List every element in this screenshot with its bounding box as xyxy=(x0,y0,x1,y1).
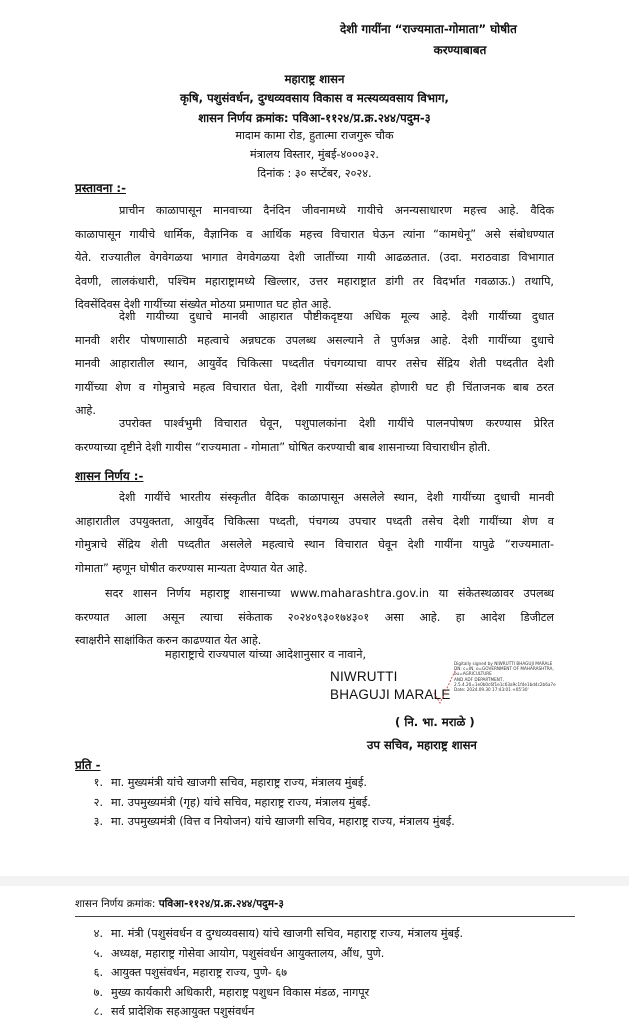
signer-name-line-1: NIWRUTTI xyxy=(330,669,398,684)
stamp-line: Digitally signed by NIWRUTTI BHAGUJI MARALE xyxy=(454,661,553,666)
list-text: मा. उपमुख्यमंत्री (गृह) यांचे सचिव, महाराष्ट्र राज्य, मंत्रालय मुंबई. xyxy=(111,795,371,809)
list-item xyxy=(75,793,575,813)
digital-signature-stamp xyxy=(430,659,580,717)
text-line: करण्याच्या दृष्टीने देशी गायीस “राज्यमाता - गोमाता” घोषित करण्याची बाब शासनाच्या विचाराधीन होती. xyxy=(75,440,491,454)
address-line-2: मंत्रालय विस्तार, मुंबई-४०००३२. xyxy=(250,148,379,161)
list-number: ८. xyxy=(93,1005,103,1018)
preamble-para-1 xyxy=(75,199,554,317)
gr-number: शासन निर्णय क्रमांक: पविआ-११२४/प्र.क्र.२४४/पदुम-३ xyxy=(198,111,431,125)
copy-list xyxy=(75,773,575,832)
page2-header xyxy=(75,897,284,911)
text-line: गोमाता” म्हणून घोषीत करण्यास मान्यता देण्यात येत आहे. xyxy=(75,561,308,575)
text-line: प्राचीन काळापासून मानवाच्या दैनंदिन जीवनामध्ये गायीचे अनन्यसाधारण महत्त्व आहे. वैदिक xyxy=(119,204,554,217)
preamble-para-3 xyxy=(75,412,554,459)
subject-line-1: देशी गायींना “राज्यमाता-गोमाता” घोषीत xyxy=(340,22,517,36)
text-line: स्वाक्षरीने साक्षांकित करुन काढण्यात येत आहे. xyxy=(75,634,262,647)
list-number: ५. xyxy=(93,946,103,960)
list-item xyxy=(75,812,575,832)
stamp-line: Date: 2024.09.30 17:43:01 +05'30' xyxy=(454,687,529,693)
page2-header-number: पविआ-११२४/प्र.क्र.२४४/पदुम-३ xyxy=(158,898,284,910)
text-line: गोमुत्राचे सेंद्रिय शेती पध्दतीत असलेले महत्वाचे स्थान विचारात घेवून देशी गायींना यापुढे “राज्यमाता- xyxy=(75,538,554,551)
preamble-heading: प्रस्तावना :- xyxy=(75,181,126,195)
stamp-line: AND ADF DEPARTMENT, xyxy=(454,676,504,682)
text-line: करण्यात आला असून त्याचा संकेताक २०२४०९३०१७४३०१ असा आहे. हा आदेश डिजीटल xyxy=(75,610,554,624)
list-item xyxy=(75,1002,575,1022)
text-line: उपरोक्त पार्श्वभुमी विचारात घेवून, पशुपालकांना देशी गायींचे पालनपोषण करण्यास प्रेरित xyxy=(119,417,554,430)
decision-para-1 xyxy=(75,486,554,580)
copy-heading: प्रति - xyxy=(75,758,101,772)
list-number: ३. xyxy=(93,815,103,828)
subject-line-2: करण्याबाबत xyxy=(433,43,487,57)
list-item xyxy=(75,773,575,793)
signer-initials: ( नि. भा. मराळे ) xyxy=(395,715,475,729)
text-line: दिवसेंदिवस देशी गायींच्या संख्येत मोठया प्रमाणात घट होत आहे. xyxy=(75,298,332,311)
department-name: कृषि, पशुसंवर्धन, दुग्धव्यवसाय विकास व मत्स्यव्यवसाय विभाग, xyxy=(180,91,449,105)
list-item xyxy=(75,983,575,1003)
signer-name-line-2: BHAGUJI MARALE xyxy=(330,687,451,702)
list-item xyxy=(75,944,575,964)
list-number: ७. xyxy=(93,985,103,999)
org-name: महाराष्ट्र शासन xyxy=(284,72,345,86)
text-line: मानवी आहारातील स्थान, आयुर्वेद चिकित्सा पध्दतीत पंचगव्याचा वापर तसेच सेंद्रिय शेती पध्दतीत देशी xyxy=(75,357,554,370)
list-text: मा. मुख्यमंत्री यांचे खाजगी सचिव, महाराष्ट्र राज्य, मंत्रालय मुंबई. xyxy=(111,776,367,789)
list-text: आयुक्त पशुसंवर्धन, महाराष्ट्र राज्य, पुणे- ६७ xyxy=(111,966,288,979)
list-item xyxy=(75,963,575,983)
stamp-line: DN: c=IN, o=GOVERNMENT OF MAHARASHTRA, ou=AGRICULTURE xyxy=(454,666,554,677)
preamble-para-2 xyxy=(75,305,554,423)
governor-order-line: महाराष्ट्राचे राज्यपाल यांच्या आदेशानुसार व नावाने, xyxy=(165,648,367,661)
list-text: मुख्य कार्यकारी अधिकारी, महाराष्ट्र पशुधन विकास मंडळ, नागपूर xyxy=(111,985,370,999)
date-line: दिनांक : ३० सप्टेंबर, २०२४. xyxy=(257,167,372,180)
list-number: ६. xyxy=(93,966,103,979)
list-number: २. xyxy=(93,795,103,809)
text-line: मानवी शरीर पोषणासाठी महत्वाचे अन्नघटक उपलब्ध असल्याने ते पुर्णअन्न आहे. देशी गायींच्या दुधाचे xyxy=(75,333,554,347)
text-line: देशी गायीच्या दुधाचे मानवी आहारात पौष्टीकदृष्टया अधिक मूल्य आहे. देशी गायींच्या दुधात xyxy=(119,310,554,323)
signer-designation: उप सचिव, महाराष्ट्र शासन xyxy=(367,738,477,752)
text-line: आहे. xyxy=(75,404,96,417)
page2-header-label: शासन निर्णय क्रमांक: xyxy=(75,898,156,910)
page-2 xyxy=(0,886,629,1024)
stamp-line: 2.5.4.20=1e0b0c6f1e1c63a9c1f4e1bd4c2b6a7e xyxy=(454,681,556,687)
decision-heading: शासन निर्णय :- xyxy=(75,469,144,483)
text-line: सदर शासन निर्णय महाराष्ट्र शासनाच्या www.maharashtra.gov.in या संकेतस्थळावर उपलब्ध xyxy=(105,587,554,600)
text-line: आहारातील उपयुक्तता, आयुर्वेद चिकित्सा पध्दती, पंचगव्य उपचार पध्दती तसेच देशी गायींच्या शेण व xyxy=(75,514,554,528)
text-line: काळापासून गायीचे धार्मिक, वैज्ञानिक व आर्थिक महत्त्व विचारात घेऊन त्यांना “कामधेनू” असे संबोधण्यात xyxy=(75,227,554,241)
list-text: मा. मंत्री (पशुसंवर्धन व दुग्धव्यवसाय) यांचे खाजगी सचिव, महाराष्ट्र राज्य, मंत्रालय मुंबई. xyxy=(111,927,464,940)
page-separator xyxy=(0,876,629,886)
list-text: सर्व प्रादेशिक सहआयुक्त पशुसंवर्धन xyxy=(111,1005,255,1018)
list-item xyxy=(75,924,575,944)
text-line: देवणी, लालकंधारी, पश्चिम महाराष्ट्रामध्ये खिल्लार, उत्तर महाराष्ट्रात डांगी तर विदर्भात गवळाऊ.) तथापि, xyxy=(75,274,554,288)
header-rule xyxy=(75,916,575,917)
text-line: देशी गायींचे भारतीय संस्कृतीत वैदिक काळापासून असलेले स्थान, देशी गायींच्या दुधाची मानवी xyxy=(119,491,554,504)
list-number: १. xyxy=(93,776,103,789)
copy-list-continued xyxy=(75,924,575,1022)
list-number: ४. xyxy=(93,927,103,940)
list-text: अध्यक्ष, महाराष्ट्र गोसेवा आयोग, पशुसंवर्धन आयुक्तालय, औंध, पुणे. xyxy=(111,946,385,960)
text-line: गायींच्या शेण व गोमुत्राचे महत्व विचारात घेता, देशी गायींच्या संख्येत होणारी घट ही चिंताजनक बाब ठरत xyxy=(75,380,554,394)
list-text: मा. उपमुख्यमंत्री (वित्त व नियोजन) यांचे खाजगी सचिव, महाराष्ट्र राज्य, मंत्रालय मुंबई. xyxy=(111,815,455,828)
text-line: येते. राज्यातील वेगवेगळया भागात वेगवेगळया देशी जातींच्या गायी आढळतात. (उदा. मराठवाडा विभागात xyxy=(75,251,554,264)
decision-para-2 xyxy=(75,582,554,653)
address-line-1: मादाम कामा रोड, हुतात्मा राजगुरू चौक xyxy=(235,129,394,142)
